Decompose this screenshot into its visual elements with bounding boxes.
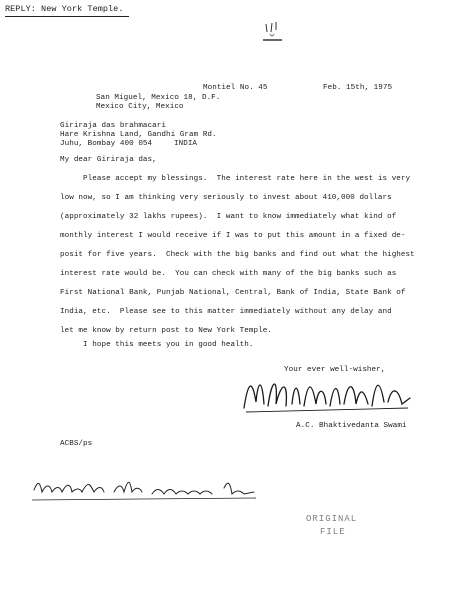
- body-paragraph-line: interest rate would be. You can check with many of the big banks such as: [60, 270, 397, 278]
- recipient-country: INDIA: [174, 140, 198, 148]
- sender-address-line: San Miguel, Mexico 18, D.F.: [96, 94, 221, 102]
- body-paragraph-line: low now, so I am thinking very seriously to invest about 410,000 dollars: [60, 194, 392, 202]
- body-paragraph-line: (approximately 32 lakhs rupees). I want to know immediately what kind of: [60, 213, 397, 221]
- sender-address-line: Mexico City, Mexico: [96, 103, 184, 111]
- signatory-name: A.C. Bhaktivedanta Swami: [296, 422, 407, 430]
- handwritten-signature: [238, 368, 416, 420]
- location-reference: Montiel No. 45: [203, 84, 268, 92]
- body-paragraph-line: Please accept my blessings. The interest rate here in the west is very: [60, 175, 411, 183]
- body-paragraph-line: posit for five years. Check with the big banks and find out what the highest: [60, 251, 415, 259]
- handwritten-annotation: [30, 472, 280, 508]
- closing-line: I hope this meets you in good health.: [60, 341, 254, 349]
- salutation: My dear Giriraja das,: [60, 156, 157, 164]
- valediction: Your ever well-wisher,: [284, 366, 386, 374]
- handwritten-mark: [258, 18, 286, 48]
- body-paragraph-line: let me know by return post to New York Temple.: [60, 327, 272, 335]
- recipient-line: Juhu, Bombay 400 054: [60, 140, 153, 148]
- typist-initials: ACBS/ps: [60, 440, 93, 448]
- letter-date: Feb. 15th, 1975: [323, 84, 393, 92]
- stamp-line: FILE: [320, 527, 346, 537]
- reply-note: REPLY: New York Temple.: [5, 4, 124, 14]
- reply-underline: [5, 16, 129, 17]
- stamp-line: ORIGINAL: [306, 514, 358, 524]
- body-paragraph-line: First National Bank, Punjab National, Central, Bank of India, State Bank of: [60, 289, 406, 297]
- recipient-line: Hare Krishna Land, Gandhi Gram Rd.: [60, 131, 217, 139]
- file-stamp: [300, 500, 390, 546]
- recipient-line: Giriraja das brahmacari: [60, 122, 166, 130]
- body-paragraph-line: monthly interest I would receive if I was to put this amount in a fixed de-: [60, 232, 406, 240]
- body-paragraph-line: India, etc. Please see to this matter immediately without any delay and: [60, 308, 392, 316]
